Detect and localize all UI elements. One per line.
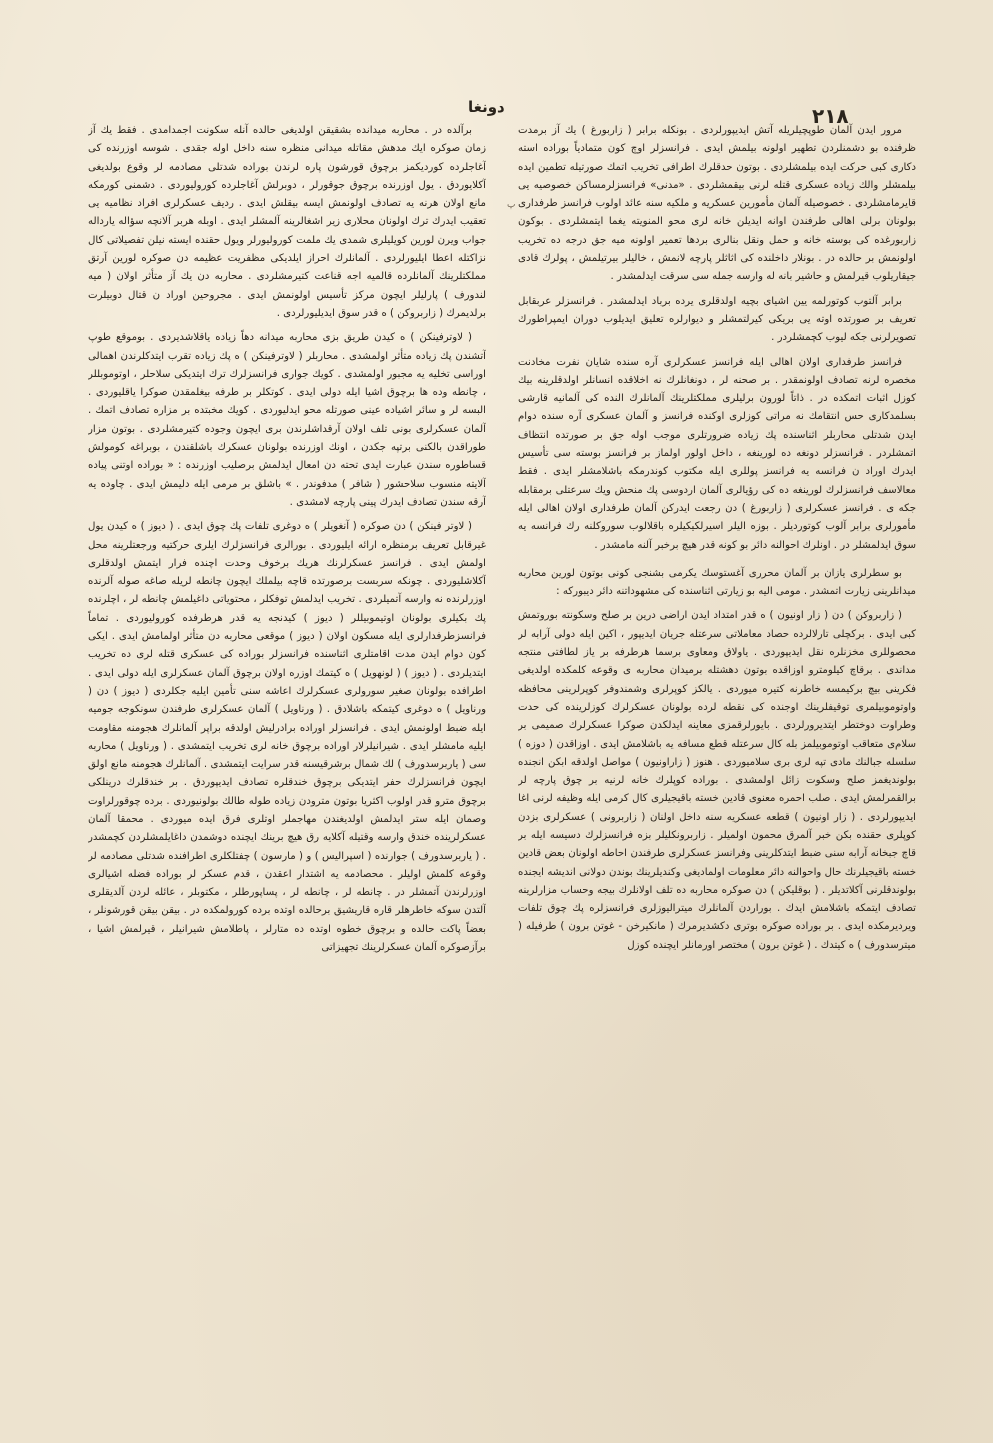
paragraph: برآلده در . محاربه میدانده بشقیقن اولدیغی حالده آنله سکونت اجمدامدی . فقط یك آز زمان صوکره ایك مدهش مقاتله میدانی منظره سنه داخل اوله جقدی . شوسه اوزرنده کی آغاجلرده کوردیکمز برچوق قورشون پاره لرندن بوراده شدتلی مصادمه لر وقوع بولدیغی آکلایوردق . یول اوزرنده برچوق جوقورلر ، دوبرلش آغاجلرده کورولیوردی . دشمنی کورمکه مانع اولان هرنه یه تصادف اولونمش ایسه بیقلش ایدی . ردیف عسکرلری افراد نظامیه یی تعقیب ایدرك ترك اولونان محلاری زیر اشغالرینه آلمشلر ایدی . اوبله هربر آلانچه سؤاله یارداله جواب ویرن لورین کویلیلری شمدی یك ملمت کورولیورلر ویول حقنده ایسته نیلن تفصیلاتی کال نزاکتله اعطا ایلیورلردی . آلمانلرك احراز ایلدیکی مظفریت عظیمه دن صوکره لورین آرتق مملکتلرینك آلمانلرده قالمیه اجه قناعت کتیرمشلردی . محاربه دن یك آز متأثر اولان ( میه لندورف ) پارلیلر ایچون مرکز تأسیس اولونمش ایدی . مجروحین اوراد ن قتال دوبیلرت برلدیمرك ( زاربروکن ) ه قدر سوق ایدیلیورلردی . bbox=[88, 125, 486, 319]
paragraph: مرور ایدن آلمان طوپچیلریله آتش ایدیپورلردی . بونکله برابر ( زاربورغ ) یك آز برمدت ظرفنده بو دشمنلردن تطهیر اولونه بیلمش ایدی . فرانسزلر اوچ کون متمادیاً بوراده استه دکاری کبی حرکت ایده بیلمشلردی . بوتون حدقلرك اطرافی تخریب اتمك صورتیله تطمین ایده بیلمشلر والك زیاده عسکری قتله لرنی بیقمشلردی . «مدنی» فرانسزلرمساکن خصوصیه یی قایرمامشلردی . خصوصیله آلمان مأمورین عسکریه و ملکیه سنه عائد اولوب فرانسز طرفداری بولونان برلی اهالی طرفندن اوانه ایدیلن خانه لری محو المنویته یغما ایتمشلردی . بوکون زاربورغده کی بوسته خانه و حمل ونقل بنالری بردها تعمیر اولونه میه جق درجه ده تخریب اولونمش بر حالده در . بونلار داخلنده کی اثاثلر پارچه لانمش ، خالیلر بیرتیلمش ، پولرك قادی جیقاریلوب قیرلمش و حاشیر بانه له وارسه جمله سی سرقت ایدلمشدر . bbox=[518, 125, 916, 283]
page-number: ۲۱۸ bbox=[812, 104, 849, 128]
text-column-left bbox=[88, 122, 486, 1384]
paragraph: ( لاوتر فینکن ) دن صوکره ( آنغویلر ) ه دوغری تلفات پك چوق ایدی . ( دیوز ) ه کیدن یول غیرقابل تعریف برمنظره ارائه ایلیوردی . بورالری فرانسزلرك ایلری حرکتیه ورجعتلرینه محل اولمش ایدی . فرانسز عسکرلرنك هریك برخوف وحدت اچنده فرار ایتمش اولدقلری آکلاشلیوردی . چونکه سربست برصورتده قاچه بیلملك ایچون چانطه لریله صاغه صوله آلرنده اوزرلرنده نه وارسه آتمیلردی . تخریب ایدلمش توفکلر ، محتویاتی داغیلمش چانطه لر ، اچلرنده پك بکیلری بولونان اوتیموبیللر ( دیوز ) کیدنجه یه قدر هرطرفده کورولیوردی . تماماً فرانسزطرفدارلری ایله مسکون اولان ( دیوز ) موقعی محاربه دن متأثر اولمامش ایدی . ایکی کون دوام ایدن مدت اقامتلری اثناسنده فرانسزلر بوراده کی عسکری قتله لری ده تخریب ایتدیلردی . ( دیوز ) ( لونهویل ) ه کیتمك اوزره اولان برچوق آلمان عسکرلری ایله دولی ایدی . اطرافده بولونان صغیر سورولری عسکرلرك اعاشه سنی تأمین ایلیه جکلردی ( دیوز ) دن ( ورناویل ) ه دوغری کیتمکه باشلادق . ( ورناویل ) آلمان عسکرلری طرفندن سونکوجه جومیه ایله ضبط اولونمش ایدی . فرانسزلر اوراده برادرلیش اولدقه براپر آلمانلرك هجومنه مقاومت ایلیه مامشلر ایدی . شیرانیلرلار اوراده برچوق خانه لری تخریب ایتمشدی . ( ورناویل ) محاربه سی ( یاربرسدورف ) لك شمال برشرقیسنه قدر سرایت ایتمشدی . آلمانلرك هجومنه مانع اولق ایچون فرانسزلرك حفر ایتدیکی برچوق خندقلره تصادف ایدیپوردق . بر خندقلرك درینلکی برچوق مترو قدر اولوب اکثریا بوتون مترودن زیاده طوله طالك بولونیوردی . برده چوقورلراوت وصمان ایله ستر ایدلمش اولدیغندن مهاجملر اوتلری فرق ایده میوردی . محمقا آلمان عسکرلرینده خندق وارسه وقتیله آکلایه رق هیچ برینك ایچنده دوشمدن داغایلمشلردن کچمشدر . ( یاربرسدورف ) جوارنده ( اسپرالیس ) و ( مارسون ) چفتلکلری اطرافنده شدتلی مصادمه لر وقوعه کلمش اولیلر . محصادمه یه اشتدار اعقدن ، قدم عسکر لر بوراده فضله اشیالری اوزرلرندن آتمشلر در . چانطه لر ، چانطه لر ، پساپورطلر ، مکتوبلر ، عائله لردن آلدیقلری آلتدن سوکه خاطرهلر قاره قاریشیق برحالده اوتده برده کورولمکده در . بیقن بیقن قورشونلر ، بعضاً پاکت حالده و برچوق خطوه اوتده ده متارلر ، پاطلامش شیرانیلر ، قیرلمش اشیا ، برآزصوکره آلمان عسکرلرینك تجهیزاتی bbox=[88, 521, 486, 954]
paragraph: ( زاربروکن ) دن ( زار اونیون ) ه قدر امتداد ایدن اراضی درین بر صلح وسکونته بوروتمش کبی ایدی . برکچلی تارلالرده حصاد معاملاتی سرعتله جریان ایدیپور ، اکین ایله دولی آرابه لر محصوللری مخزنلره نقل ایدیپوردی . یاولاق ومعاوی برسما هرطرفه بر یاز لطافتی منتجه مداندی . برقاچ کیلومترو اوزاقده بوتون دهشتله برمیدان محاربه ی وقوعه کلمکده اولدیغی فکرینی بیچ برکیمسه خاطرنه کتیره میوردی . یالکز کوپرلری وشمندوفر کوپرلرینی محافظه واوتوموبیلمری توقیفلرینك اوجنده کی نقطه لرده بولونان عسکرلرك کوزلرینده کی حدت وطراوت دوختطر ایتدیرورلردی . بایورلرقمزی معاینه ایدلکدن صوکرا عسکرلرك صمیمی بر سلام‌ی متعاقب اوتوموبیلمز بله کال سرعتله قطع مسافه یه باشلامش ایدی . اوزاقدن ( دوزه ) سلسله جبالنك مادی تپه لری بری سلامیوردی . هنوز ( زاراونیون ) مواصل اولدقه ابکن انجنده بولوندیغمز صلح وسکوت زائل اولمشدی . بوراده کوپلرك خانه لرنیه بر چوق پارچه لر برالقمرلمش ایدی . صلب احمره معنوی قادین خسته باقیجیلری کال کرمی ایله وظیفه لرنی اغا ایدیپورلردی . ( زار اونیون ) قطعه عسکریه سنه داخل اولنان ( زاربرونی ) عسکرلری بزدن کوپلری حقنده بکن خبر آلمرق محمون اولمیلر . زاربرونکلیلر بزه فرانسزلرك دسیسه ایله بر قاچ جبخانه آرابه سنی ضبط ایتدکلرینی وفرانسز عسکرلری طرفندن احاطه اولونان بعض قادین خسته باقیجیلرنك حال واحوالنه دائر معلومات اولمادیغی وکندیلرینك بوندن دولانی اندیشه ایجنده بولوندقلرنی آکلاتدیلر . ( بوقلیکن ) دن صوکره محاربه ده تلف اولانلرك بیجه وحساب مزارلرینه تصادف ایتمکه باشلامش ایدك . بوراردن آلمانلرك میترالیوزلری فرانسزلره پك چوق تلفات ویردیرمکده ایدی . بر بوراده صوکره بوتری دکشدیرمرك ( مانکیرخن - غوتن برون ) طرفیله ( میترسدورف ) ه کیتدك . ( غوتن برون ) مختصر اورمانلر ایچنده کوزل bbox=[518, 610, 916, 951]
paragraph: فرانسز طرفداری اولان اهالی ایله فرانسز عسکرلری آره سنده شایان نفرت مخادنت مخصره لرنه تصادف اولونمقدر . بر صحنه لر ، دونغانلرك نه اخلاقده انسانلر اولدقلرینه بیك کوزل اثبات اتمکده در . ذاتاً لورون برلیلری مملکتلرینك آلمانلرك النده کی آلمانیه قارشی بسلمدکاری حس انتقامك نه مراتی کوزلری اوکنده فرانسز و آلمان عسکری آره سنده دوام ایدن شدتلی محاربلر اثناسنده پك زیاده ضرورتلری موجب اوله جق بر صورتده انتظاف اتمشلردر . فرانسزلر دونغه ده لورینغه ، داخل اولور اولماز بر فرانسز بوسته سی تأسیس ایدرك اوراد ن فرانسه یه فرانسز پوللری ایله مکتوب کوندرمکه باشلامشلر ایدی . فقط معالاسف فرانسزلرك لورینغه ده كی رؤیالری آلمان اردوسی پك منحش ویك سرعتلی برمقابله جکه ی . فرانسز عسکرلری ( زاربورغ ) دن رجعت ایدرکن آلمان طرفداری اولان اهالی ایله مأمورلری برابر آلوب کوتوردیلر . بوزه الیلر اسیرلكیكیلره باقلالوب سوروکلنه رك فرانسه یه سوق ایدلمشلر در . اونلرك احوالنه دائر بو کونه قدر هیچ برخبر آلنه مامشدر . bbox=[518, 356, 916, 551]
paragraph: بو سطرلری یازان بر آلمان محرری آغستوسك یکرمی بشنجی کونی بوتون لورین محاربه میدانلرینی زیارت اتمشدر . مومی الیه بو زیارتی اثناسنده کی مشهوداتنه دائر دیبورکه : bbox=[518, 567, 916, 598]
paragraph: ( لاوترفینکن ) ه کیدن طریق بزی محاربه میدانه دهاً زیاده یاقلاشدیردی . بوموقع طوپ آتشندن پك زیاده متأثر اولمشدی . محاربلر ( لاوترفینکن ) ه پك زیاده تقرب ایتدکلرندن اهمالی اوراسی تخلیه یه مجبور اولمشدی . کویك جواری فرانسزلرك ترك ایتدیکی سلاحلر ، اوتوموبللر ، چانطه وده ها برچوق اشیا ایله دولی ایدی . کوتکلر بر طرفه بیغلمقدن صوکرا یاقلیوردی . البسه لر و سائر اشیاده عینی صورتله محو ایدلیوردی . کویك مخبتده بر مزاره تصادف اتمك . آلمان عسکرلری بونی تلف اولان آرقداشلرندن بری ایچون وجوده کتیرمشلردی . بوتون مزار طوراقدن بالکنی برتپه جکدن ، اونك اوزرنده بولونان عسکرك باشلقندن ، بوبراغه کومولش قساطوره سندن عبارت ایدی تحته دن امعال ایدلمش برصلیب اوزرنده : « بوراده اوتنی پیاده آلایته منسوب سلاحشور ( شافر ) مدفوندر . » باشلق بر مرمی ایله دلیمش ایدی . چاوده یه آرقه سندن تصادف ایدرك پینی پارچه لامشدی . bbox=[88, 332, 486, 508]
text-column-right bbox=[518, 122, 916, 1384]
paragraph: برابر آلتوب کوتورلمه یین اشیای بچیه اولدقلری یرده برباد ایدلمشدر . فرانسزلر عربقابل تعریف بر صورتده اوته یی بریکی کیرلتمشلر و دیوارلره تعلیق ایدیلوب دوران ایمپراطورك تصویرلرنی جکه لیوب کچمشلردر . bbox=[518, 295, 916, 344]
running-title: دونغا bbox=[468, 98, 505, 116]
margin-mark-icon: ﭖ bbox=[507, 200, 516, 210]
